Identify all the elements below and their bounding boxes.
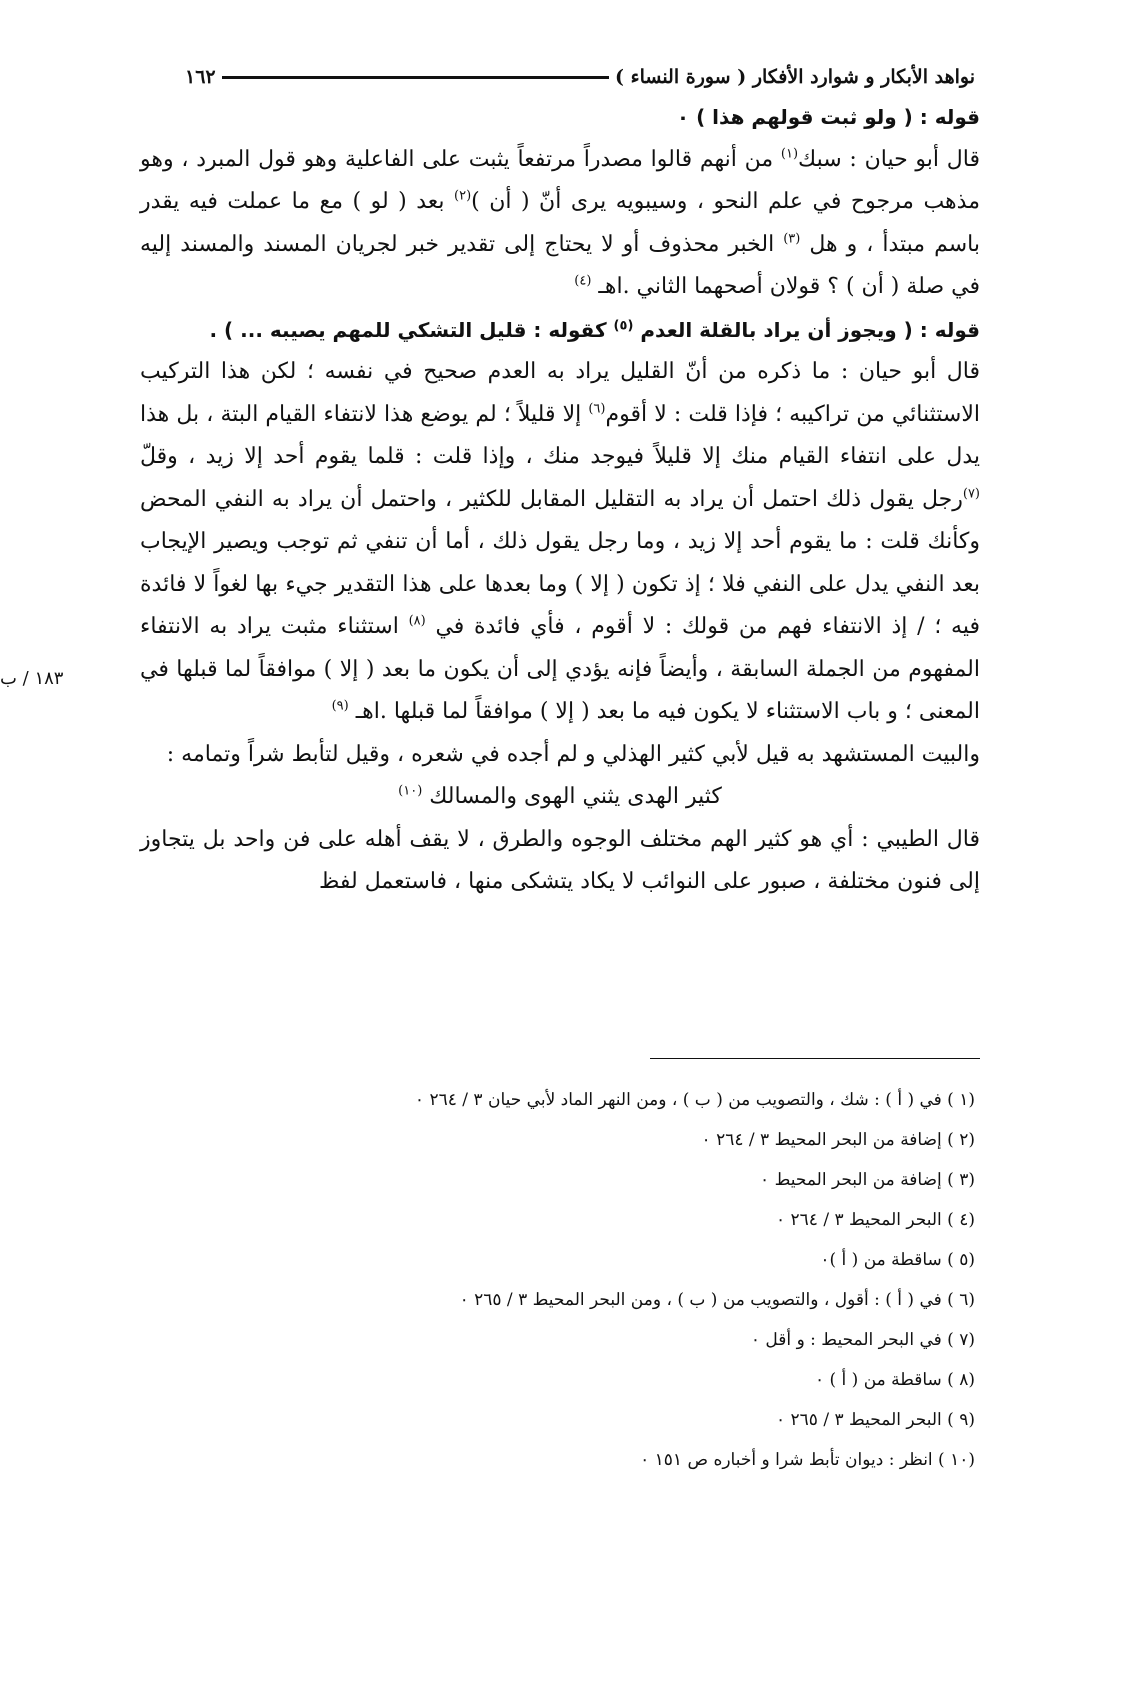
footnote-ref: (٢) xyxy=(454,188,472,204)
footnote: (١ ) في ( أ ) : شك ، والتصويب من ( ب ) ، ومن النهر الماد لأبي حيان ٣ / ٢٦٤ ٠ xyxy=(414,1090,975,1110)
footnote: (٦ ) في ( أ ) : أقول ، والتصويب من ( ب ) ، ومن البحر المحيط ٣ / ٢٦٥ ٠ xyxy=(459,1290,975,1310)
footnote-ref: (٣) xyxy=(783,231,801,247)
footnote: (٧ ) في البحر المحيط : و أقل ٠ xyxy=(750,1330,975,1350)
paragraph: والبيت المستشهد به قيل لأبي كثير الهذلي و لم أجده في شعره ، وقيل لتأبط شراً وتمامه : xyxy=(166,741,980,767)
text-run: إلا قليلاً ؛ لم يوضع هذا لانتفاء القيام البتة ، بل هذا يدل على انتفاء القيام منك إلا قليلاً فيوجد منك ، وإذا قلت : قلما يقوم أحد إلا زيد ، وقلّ xyxy=(140,401,980,469)
page-number: ١٦٢ xyxy=(185,66,216,88)
footnote-ref: (٥) xyxy=(613,317,634,333)
footnote: (٤ ) البحر المحيط ٣ / ٢٦٤ ٠ xyxy=(775,1210,975,1230)
footnote-ref: (١) xyxy=(780,146,799,162)
text-run: استثناء مثبت يراد به الانتفاء المفهوم من الجملة السابقة ، وأيضاً فإنه يؤدي إلى أن يكون ما بعد ( إلا ) موافقاً لما قبلها في المعنى ؛ و باب الاستثناء لا يكون فيه ما بعد ( إلا ) موافقاً لما قبلها .اهـ xyxy=(140,614,980,724)
section-heading: قوله : ( ولو ثبت قولهم هذا ) ٠ xyxy=(676,105,980,129)
running-header xyxy=(185,62,975,92)
footnote-ref: (١٠) xyxy=(398,783,423,799)
text-run: قوله : ( ويجوز أن يراد بالقلة العدم xyxy=(633,317,980,342)
footnote: (٨ ) ساقطة من ( أ ) ٠ xyxy=(814,1370,975,1390)
book-title: نواهد الأبكار و شوارد الأفكار ( سورة النساء ) xyxy=(615,66,975,88)
text-run: كثير الهدى يثني الهوى والمسالك xyxy=(422,784,722,809)
text-run: كقوله : قليل التشكي للمهم يصيبه ... ) . xyxy=(209,317,614,342)
footnote-separator xyxy=(650,1058,980,1059)
paragraph xyxy=(140,139,980,309)
footnote: (٢ ) إضافة من البحر المحيط ٣ / ٢٦٤ ٠ xyxy=(701,1130,975,1150)
footnotes-list xyxy=(300,1080,975,1480)
footnote: (٩ ) البحر المحيط ٣ / ٢٦٥ ٠ xyxy=(775,1410,975,1430)
paragraph: قال الطيبي : أي هو كثير الهم مختلف الوجوه والطرق ، لا يقف أهله على فن واحد بل يتجاوز إلى فنون مختلفة ، صبور على النوائب لا يكاد يتشكى منها ، فاستعمل لفظ xyxy=(140,826,980,894)
text-run: بعد ( لو ) مع ما عملت فيه يقدر باسم مبتدأ ، و هل xyxy=(140,189,980,257)
section-heading xyxy=(140,309,980,352)
footnote: (٥ ) ساقطة من ( أ )٠ xyxy=(820,1250,975,1270)
text-run: الخبر محذوف أو لا يحتاج إلى تقدير خبر لجريان المسند والمسند إليه في صلة ( أن ) ؟ قولان أصحهما الثاني .اهـ xyxy=(140,231,980,299)
main-text xyxy=(140,96,980,904)
verse-line xyxy=(140,776,980,819)
footnote-ref: (٤) xyxy=(574,273,592,289)
text-run: قال أبو حيان : سبك xyxy=(798,146,980,172)
footnote: (٣ ) إضافة من البحر المحيط ٠ xyxy=(760,1170,975,1190)
footnote: (١٠ ) انظر : ديوان تأبط شرا و أخباره ص ١٥١ ٠ xyxy=(640,1450,975,1470)
footnote-ref: (٧) xyxy=(962,486,980,502)
text-run: من أنهم قالوا مصدراً مرتفعاً يثبت على الفاعلية وهو قول المبرد ، وهو مذهب مرجوح في علم النحو ، وسيبويه يرى أنّ ( أن ) xyxy=(140,146,980,214)
header-rule xyxy=(222,76,609,79)
paragraph xyxy=(140,351,980,734)
text-run: قال أبو حيان : ما ذكره من أنّ القليل يراد به العدم صحيح في نفسه ؛ لكن هذا التركيب الاستثنائي من تراكيبه ؛ فإذا قلت : لا أقوم xyxy=(140,359,981,427)
footnote-ref: (٩) xyxy=(331,698,349,714)
manuscript-folio-note: ١٨٣ / ب xyxy=(0,668,64,689)
text-run: رجل يقول ذلك احتمل أن يراد به التقليل المقابل للكثير ، واحتمل أن يراد به النفي المحض وكأنك قلت : ما يقوم أحد إلا زيد ، وما رجل يقول ذلك ، أما أن تنفي ثم توجب ويصير الإيجاب بعد النفي يدل على النفي فلا ؛ إذ تكون ( إلا ) وما بعدها على هذا التقدير جيء بها لغواً لا فائدة فيه ؛ / إذ الانتفاء فهم من قولك : لا أقوم ، فأي فائدة في xyxy=(140,486,980,639)
footnote-ref: (٦) xyxy=(588,401,606,417)
footnote-ref: (٨) xyxy=(408,613,426,629)
